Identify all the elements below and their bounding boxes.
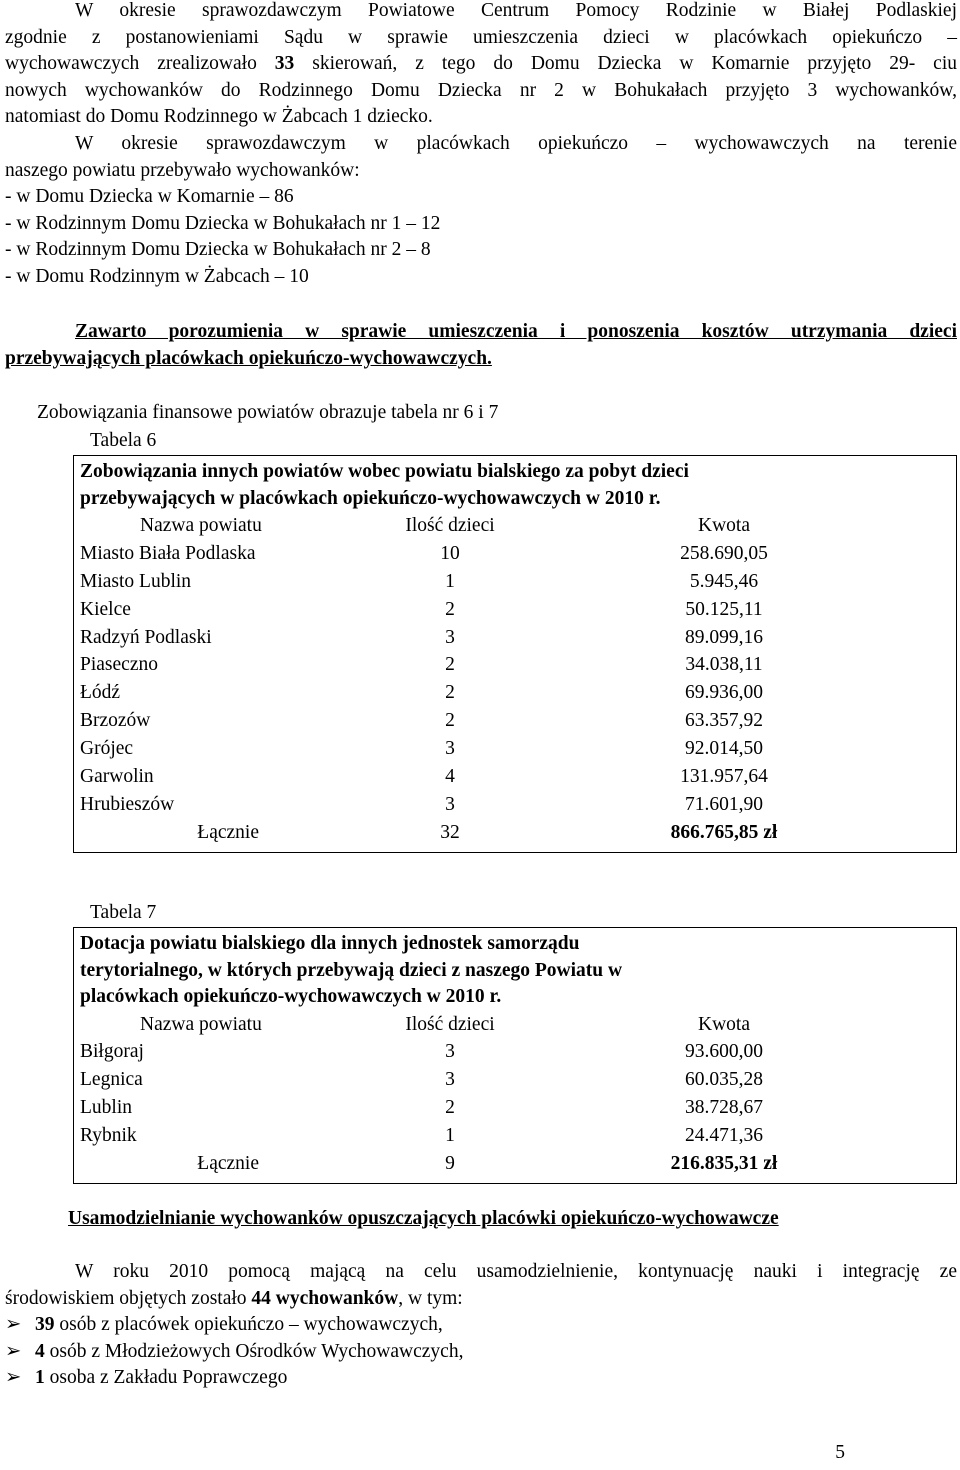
stay-item: - w Rodzinnym Domu Dziecka w Bohukałach nr 1 – 12 [5,212,441,234]
table-row: Łódź 2 69.936,00 [80,682,763,704]
stay-item: - w Domu Rodzinnym w Żabcach – 10 [5,265,309,287]
agreement-heading-line-2: przebywających placówkach opiekuńczo-wychowawczych. [5,347,492,369]
header-name: Nazwa powiatu [140,1013,262,1035]
page-number: 5 [835,1442,845,1463]
table-row: Lublin 2 38.728,67 [80,1097,763,1119]
independence-heading: Usamodzielnianie wychowanków opuszczających placówki opiekuńczo-wychowawcze [68,1208,779,1229]
stay-line-2: naszego powiatu przebywało wychowanków: [5,159,360,181]
intro-line-4: nowych wychowanków do Rodzinnego Domu Dziecka nr 2 w Bohukałach przyjęto 3 wychowanków, [5,79,957,101]
header-count: Ilość dzieci [405,1013,495,1035]
independence-line-2: środowiskiem objętych zostało 44 wychowanków, w tym: [5,1287,463,1309]
bullet-item: ➢ 1 osoba z Zakładu Poprawczego [5,1365,957,1392]
obligations-text: Zobowiązania finansowe powiatów obrazuje tabela nr 6 i 7 [37,402,499,423]
table-total-row: Łącznie 9 216.835,31 zł [197,1152,778,1174]
table-row: Garwolin 4 131.957,64 [80,766,768,788]
table7-label: Tabela 7 [90,902,157,923]
table-header [74,1011,956,1039]
intro-line-2: zgodnie z postanowieniami Sądu w sprawie umieszczenia dzieci w placówkach opiekuńczo – [5,26,957,48]
table-row: Radzyń Podlaski 3 89.099,16 [80,626,763,648]
table-total-row: Łącznie 32 866.765,85 zł [197,821,778,843]
header-amount: Kwota [698,1013,750,1035]
table-7 [73,927,957,1184]
header-amount: Kwota [698,515,750,536]
agreement-heading [5,319,957,372]
independence-paragraph [5,1259,957,1392]
header-count: Ilość dzieci [405,515,495,536]
stay-line-1: W okresie sprawozdawczym w placówkach opiekuńczo – wychowawczych na terenie [75,133,957,154]
table-row: Kielce 2 50.125,11 [80,598,763,620]
table-row: Piaseczno 2 34.038,11 [80,654,763,676]
agreement-heading-line-1: Zawarto porozumienia w sprawie umieszczenia i ponoszenia kosztów utrzymania dzieci [75,321,957,342]
header-name: Nazwa powiatu [140,515,262,536]
stay-paragraph [5,131,957,290]
table-row: Rybnik 1 24.471,36 [80,1125,763,1147]
intro-paragraph [5,0,957,131]
table7-caption: Dotacja powiatu bialskiego dla innych jednostek samorządu terytorialnego, w których przebywają dzieci z naszego Powiatu w placówkach opiekuńczo-wychowawczych w 2010 r. [80,933,623,1007]
intro-line-3: wychowawczych zrealizowało 33 skierowań, z tego do Domu Dziecka w Komarnie przyjęto 29- ciu [5,53,957,74]
table-row: Grójec 3 92.014,50 [80,738,763,760]
arrow-bullet-icon: ➢ [5,1340,22,1362]
table-row: Miasto Biała Podlaska 10 258.690,05 [80,542,768,564]
table6-label: Tabela 6 [90,430,157,451]
intro-line-1: W okresie sprawozdawczym Powiatowe Centrum Pomocy Rodzinie w Białej Podlaskiej [75,0,957,21]
independence-line-1: W roku 2010 pomocą mającą na celu usamodzielnienie, kontynuację nauki i integrację ze [75,1261,957,1282]
table-row: Biłgoraj 3 93.600,00 [80,1041,763,1063]
arrow-bullet-icon: ➢ [5,1367,22,1388]
table-6 [73,455,957,853]
table-header [74,512,956,540]
table-row: Miasto Lublin 1 5.945,46 [80,570,759,592]
table-row: Legnica 3 60.035,28 [80,1069,763,1091]
intro-line-5: natomiast do Domu Rodzinnego w Żabcach 1 dziecko. [5,106,433,127]
bullet-item: ➢ 4 osób z Młodzieżowych Ośrodków Wychowawczych, [5,1339,957,1366]
stay-item: - w Domu Dziecka w Komarnie – 86 [5,186,294,207]
table-row: Brzozów 2 63.357,92 [80,710,763,732]
stay-item: - w Rodzinnym Domu Dziecka w Bohukałach nr 2 – 8 [5,239,431,260]
table6-caption: Zobowiązania innych powiatów wobec powiatu bialskiego za pobyt dzieci przebywających w placówkach opiekuńczo-wychowawczych w 2010 r. [80,461,689,509]
bullet-item: ➢ 39 osób z placówek opiekuńczo – wychowawczych, [5,1312,957,1339]
arrow-bullet-icon: ➢ [5,1314,22,1335]
table-row: Hrubieszów 3 71.601,90 [80,793,763,815]
